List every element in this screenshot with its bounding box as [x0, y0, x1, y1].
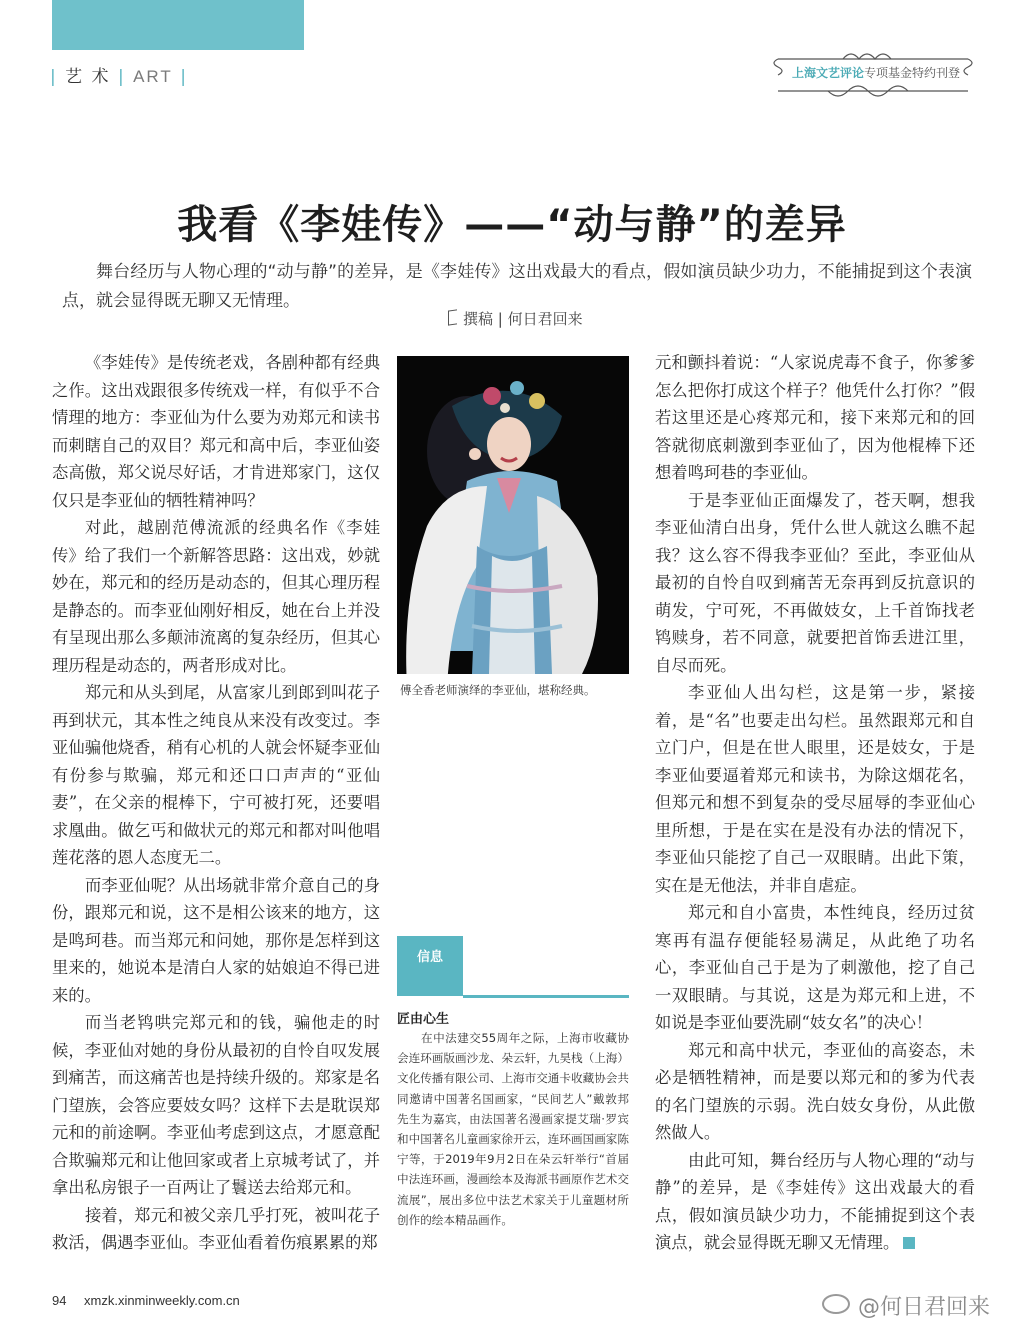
watermark [822, 1290, 990, 1321]
article-column-right [655, 349, 975, 1257]
article-title: 我看《李娃传》——“动与静”的差异 [177, 202, 847, 248]
paragraph-continuation: 元和颤抖着说：“人家说虎毒不食子，你爹爹怎么把你打成这个样子？他凭什么打你？”假若这里还是心疼郑元和，接下来郑元和的回答就彻底刺激到李亚仙了，因为他棍棒下还想着鸣珂巷的李亚仙。 [655, 353, 975, 482]
paragraph: 于是李亚仙正面爆发了，苍天啊，想我李亚仙清白出身，凭什么世人就这么瞧不起我？这么容不得我李亚仙？至此，李亚仙从最初的自怜自叹到痛苦无奈再到反抗意识的萌发，宁可死，不再做妓女，上千首饰找老鸨赎身，若不同意，就要把首饰丢进江里，自尽而死。 [655, 490, 975, 675]
paragraph: 郑元和从头到尾，从富家儿到郎到叫花子再到状元，其本性之纯良从来没有改变过。李亚仙骗他烧香，稍有心机的人就会怀疑李亚仙有份参与欺骗，郑元和还口口声声的“亚仙妻”，在父亲的棍棒下，宁可被打死，还要唱求凰曲。做乞丐和做状元的郑元和都对叫他唱莲花落的恩人态度无二。 [52, 683, 380, 867]
paragraph: 郑元和高中状元，李亚仙的高姿态，未必是牺牲精神，而是要以郑元和的爹为代表的名门望族的示弱。洗白妓女身份，从此傲然做人。 [655, 1040, 975, 1142]
paragraph: 对此，越剧范傅流派的经典名作《李娃传》给了我们一个新解答思路：这出戏，妙就妙在，郑元和的经历是动态的，但其心理历程是静态的。而李亚仙刚好相反，她在台上并没有呈现出那么多颠沛流离的复杂经历，但其心理历程是动态的，两者形成对比。 [52, 518, 380, 675]
section-name: 艺 术 [65, 67, 111, 87]
end-mark-icon [903, 1237, 915, 1249]
paragraph: 接着，郑元和被父亲几乎打死，被叫花子救活，偶遇李亚仙。李亚仙看着伤痕累累的郑 [52, 1205, 380, 1252]
sponsor-note [776, 64, 976, 81]
info-tab-label: 信息 [417, 950, 444, 965]
paragraph: 而李亚仙呢？从出场就非常介意自己的身份，跟郑元和说，这不是相公该来的地方，这是鸣珂巷。而当郑元和问她，那你是怎样到这里来的，她说本是清白人家的姑娘迫不得已进来的。 [52, 875, 380, 1005]
section-name-en: ART [133, 67, 173, 86]
article-lead: 舞台经历与人物心理的“动与静”的差异，是《李娃传》这出戏最大的看点，假如演员缺少功力，不能捕捉到这个表演点，就会显得既无聊又无情理。 [62, 262, 972, 311]
info-heading: 匠由心生 [397, 1012, 450, 1027]
info-tab [397, 936, 463, 996]
info-text: 在中法建交55周年之际，上海市收藏协会连环画版画沙龙、朵云轩，九昊栈（上海）文化传播有限公司、上海市交通卡收藏协会共同邀请中国著名国画家，“民间艺人”戴敦邦先生为嘉宾，由法国著名漫画家提艾瑞·罗宾和中国著名儿童画家徐开云，连环画国画家陈宁等，于2019年9月2日在朵云轩举行“首届中法连环画，漫画绘本及海派书画原作艺术交流展”，展出多位中法艺术家关于儿童题材所创作的绘本精品画作。 [397, 1031, 629, 1227]
weibo-logo-icon [822, 1294, 850, 1314]
page-number: 94 [52, 1293, 67, 1308]
sponsor-highlight: 上海文艺评论 [791, 66, 864, 80]
paragraph-final-text: 由此可知，舞台经历与人物心理的“动与静”的差异，是《李娃传》这出戏最大的看点，假如演员缺少功力，不能捕捉到这个表演点，就会显得既无聊又无情理。 [655, 1150, 975, 1252]
paragraph: 李亚仙人出勾栏，这是第一步，紧接着，是“名”也要走出勾栏。虽然跟郑元和自立门户，但是在世人眼里，还是妓女，于是李亚仙要逼着郑元和读书，为除这烟花名，但郑元和想不到复杂的受尽屈辱的李亚仙心里所想，于是在实在是没有办法的情况下，李亚仙只能挖了自己一双眼睛。出此下策，实在是无他法，并非自虐症。 [655, 683, 975, 895]
photo-caption: 傅全香老师演绎的李亚仙，堪称经典。 [400, 683, 596, 697]
paragraph: 《李娃传》是传统老戏，各剧种都有经典之作。这出戏跟很多传统戏一样，有似乎不合情理的地方：李亚仙为什么要为劝郑元和读书而刺瞎自己的双目？郑元和高中后，李亚仙姿态高傲，郑父说尽好话，才肯进郑家门，这仅仅只是李亚仙的牺牲精神吗？ [52, 353, 380, 510]
section-tag: | 艺 术 | ART | [50, 67, 188, 87]
pen-icon [448, 309, 457, 325]
info-divider [463, 995, 629, 998]
paragraph: 而当老鸨哄完郑元和的钱，骗他走的时候，李亚仙对她的身份从最初的自怜自叹发展到痛苦，而这痛苦也是持续升级的。郑家是名门望族，会答应要妓女吗？这样下去是耽误郑元和的前途啊。李亚仙考虑到这点，才愿意配合欺骗郑元和让他回家或者上京城考试了，并拿出私房银子一百两让了鬟送去给郑元和。 [52, 1013, 380, 1197]
byline-text: 撰稿 | 何日君回来 [463, 310, 583, 328]
paragraph-final [655, 1147, 975, 1257]
paragraph: 郑元和自小富贵，本性纯良，经历过贫寒再有温存便能轻易满足，从此绝了功名心，李亚仙自己于是为了刺激他，挖了自己一双眼睛。与其说，这是为郑元和上进，不如说是李亚仙要洗刷“妓女名”的决心！ [655, 903, 975, 1032]
performer-photo [397, 356, 629, 674]
performer-illustration [397, 356, 629, 674]
header-color-bar [52, 0, 304, 50]
article-column-left [52, 349, 380, 1257]
sponsor-rest: 专项基金特约刊登 [864, 66, 961, 80]
byline [448, 308, 583, 329]
watermark-text: @何日君回来 [858, 1295, 991, 1320]
footer-url: xmzk.xinminweekly.com.cn [84, 1293, 240, 1308]
